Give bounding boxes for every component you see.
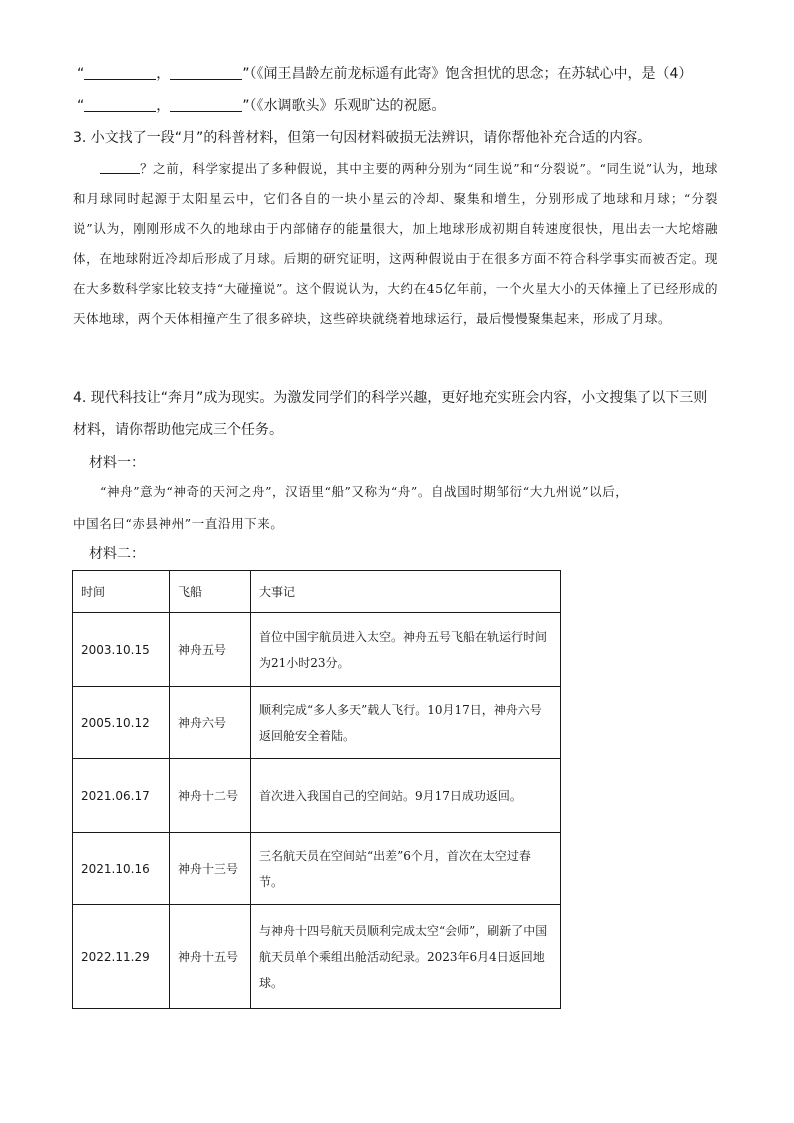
cell-ship: 神舟六号 [170,687,251,759]
cell-date: 2021.10.16 [73,833,170,905]
cell-ship: 神舟十三号 [170,833,251,905]
table-row [73,759,561,833]
material-1-text-line-2: 中国名曰“赤县神州”一直沿用下来。 [73,516,284,531]
header-date: 时间 [73,571,170,613]
question-3-prompt: 3. 小文找了一段“月”的科普材料，但第一句因材料破损无法辨识，请你帮他补充合适的内容。 [73,130,652,146]
table-row [73,687,561,759]
answer-blank[interactable] [170,97,242,112]
spaceflight-table [72,570,561,1009]
table-row [73,613,561,687]
cell-ship: 神舟十二号 [170,759,251,833]
answer-blank[interactable] [100,161,140,174]
cell-ship: 神舟五号 [170,613,251,687]
cell-date: 2022.11.29 [73,905,170,1009]
question-3-passage: ？之前，科学家提出了多种假说，其中主要的两种分别为“同生说”和“分裂说”。“同生说”认为，地球和月球同时起源于太阳星云中，它们各自的一块小星云的冷却、聚集和增生，分别形成了地球和月球；“分裂说”认为，刚刚形成不久的地球由于内部储存的能量很大，加上地球形成初期自转速度很快，甩出去一大坨熔融体，在地球附近冷却后形成了月球。后期的研究证明，这两种假说由于在很多方面不符合科学事实而被否定。现在大多数科学家比较支持“大碰撞说”。这个假说认为，大约在45亿年前，一个火星大小的天体撞上了已经形成的天体地球，两个天体相撞产生了很多碎块，这些碎块就绕着地球运行，最后慢慢聚集起来，形成了月球。 [73,161,718,326]
cell-event: 顺利完成“多人多天”载人飞行。10月17日，神舟六号返回舱安全着陆。 [251,687,561,759]
question-4-prompt-line-1: 4. 现代科技让“奔月”成为现实。为激发同学们的科学兴趣，更好地充实班会内容，小文搜集了以下三则 [73,390,708,406]
table-header-row [73,571,561,613]
material-2-label: 材料二： [89,546,145,562]
header-ship: 飞船 [170,571,251,613]
cell-date: 2021.06.17 [73,759,170,833]
answer-blank[interactable] [84,97,156,112]
table-row [73,833,561,905]
material-1-label: 材料一： [89,455,145,471]
material-1-text-line-1: “神舟”意为“神奇的天河之舟”，汉语里“船”又称为“舟”。自战国时期邹衍“大九州说”以后， [100,484,629,499]
cell-date: 2005.10.12 [73,687,170,759]
cell-ship: 神舟十五号 [170,905,251,1009]
answer-blank[interactable] [84,65,156,80]
poem-fill-line-2: “ ， ”（《水调歌头》乐观旷达的祝愿。 [77,98,446,114]
cell-date: 2003.10.15 [73,613,170,687]
poem-fill-line-1: “ ， ”（《闻王昌龄左前龙标遥有此寄》饱含担忧的思念；在苏轼心中，是（4） [77,66,693,82]
cell-event: 三名航天员在空间站“出差”6个月，首次在太空过春节。 [251,833,561,905]
answer-blank[interactable] [170,65,242,80]
cell-event: 首次进入我国自己的空间站。9月17日成功返回。 [251,759,561,833]
header-event: 大事记 [251,571,561,613]
question-4-prompt-line-2: 材料，请你帮助他完成三个任务。 [73,422,283,438]
table-row [73,905,561,1009]
cell-event: 与神舟十四号航天员顺利完成太空“会师”，刷新了中国航天员单个乘组出舱活动纪录。2023年6月4日返回地球。 [251,905,561,1009]
cell-event: 首位中国宇航员进入太空。神舟五号飞船在轨运行时间为21小时23分。 [251,613,561,687]
